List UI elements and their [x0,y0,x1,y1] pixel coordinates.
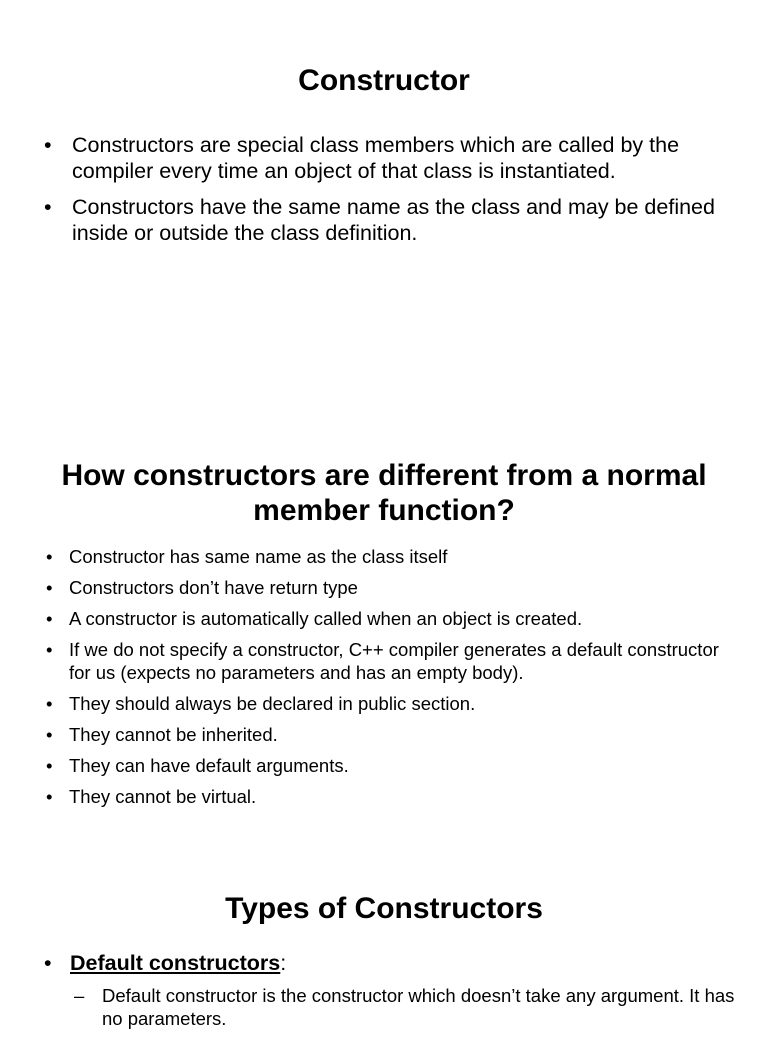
sub-list-item [70,984,744,1030]
list-item [44,638,744,684]
bullet-icon: • [46,577,53,598]
list-item-text: Constructors have the same name as the class and may be defined inside or outside the class definition. [72,195,715,245]
default-constructors-sublist [70,984,744,1030]
list-item-text: They should always be declared in public section. [69,693,476,714]
slide-title-differences: How constructors are different from a normal member function? [61,459,707,527]
list-item [44,950,744,1030]
bullet-icon: • [46,693,53,714]
list-item [44,132,744,184]
bullet-icon: • [44,951,52,975]
list-item [44,723,744,746]
bullet-icon: • [46,786,53,807]
list-item [44,785,744,808]
slide-title-constructor: Constructor [298,64,470,97]
list-item-text: If we do not specify a constructor, C++ compiler generates a default constructor for us (expects no parameters and has an empty body). [69,639,719,683]
bullet-icon: • [46,724,53,745]
list-item-text: They cannot be virtual. [69,786,257,807]
list-item-text: Constructors don’t have return type [69,577,358,598]
list-item [44,607,744,630]
differences-bullet-list [44,545,744,816]
list-item [44,545,744,568]
constructor-bullet-list [44,132,744,256]
bullet-icon: • [44,195,52,219]
bullet-icon: • [46,639,53,660]
list-item [44,692,744,715]
default-constructors-heading: Default constructors [70,951,281,975]
bullet-icon: • [46,608,53,629]
bullet-icon: • [44,133,52,157]
dash-icon: – [74,985,85,1006]
bullet-icon: • [46,546,53,567]
heading-suffix: : [280,951,287,975]
list-item-text: A constructor is automatically called when an object is created. [69,608,583,629]
types-bullet-list [44,950,744,1038]
list-item-text: Constructors are special class members which are called by the compiler every time an object of that class is instantiated. [72,133,680,183]
list-item [44,754,744,777]
list-item-text: Constructor has same name as the class itself [69,546,448,567]
list-item [44,194,744,246]
list-item [44,576,744,599]
list-item-text: They cannot be inherited. [69,724,278,745]
bullet-icon: • [46,755,53,776]
slide-title-types: Types of Constructors [225,892,543,925]
list-item-text: They can have default arguments. [69,755,349,776]
sub-list-item-text: Default constructor is the constructor which doesn’t take any argument. It has no parameters. [102,985,735,1029]
